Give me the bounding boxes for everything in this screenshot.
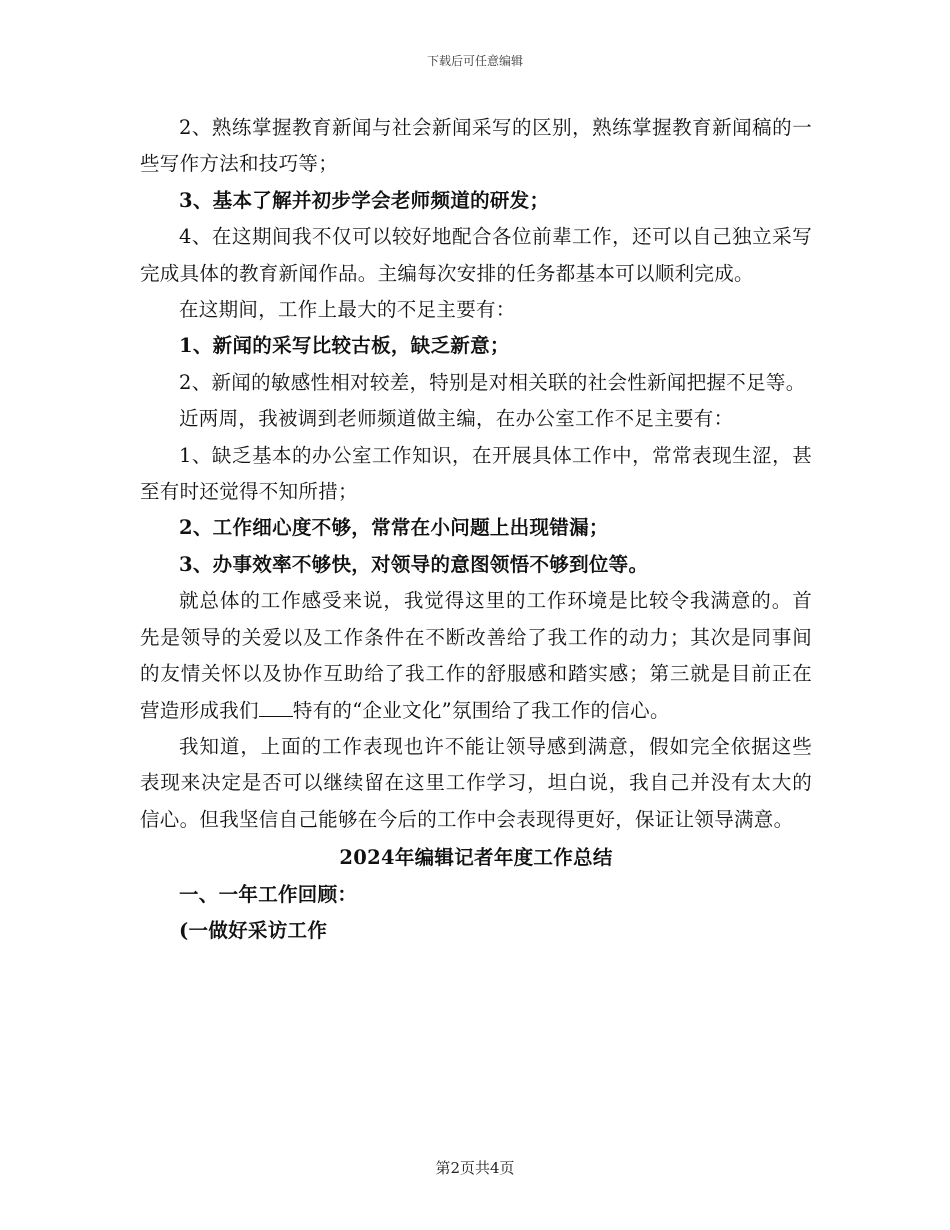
paragraph-shortcoming-1: 1、新闻的采写比较古板，缺乏新意； — [179, 334, 510, 358]
paragraph-item-4-cooperation: 4、在这期间我不仅可以较好地配合各位前辈工作，还可以自己独立采写完成具体的教育新闻作品。主编每次安排的任务都基本可以顺利完成。 — [140, 225, 812, 285]
paragraph-item-3-channel: 3、基本了解并初步学会老师频道的研发； — [179, 188, 550, 212]
paragraph-item-2-mastery: 2、熟练掌握教育新闻与社会新闻采写的区别，熟练掌握教育新闻稿的一些写作方法和技巧等； — [140, 116, 812, 176]
paragraph-office-intro: 近两周，我被调到老师频道做主编，在办公室工作不足主要有： — [179, 407, 734, 431]
subsection-heading: (一做好采访工作 — [179, 918, 328, 942]
paragraph-office-2: 2、工作细心度不够，常常在小问题上出现错漏； — [179, 516, 609, 540]
section-title: 2024年编辑记者年度工作总结 — [339, 846, 613, 870]
culture-text-before: 就总体的工作感受来说，我觉得这里的工作环境是比较令我满意的。首先是领导的关爱以及工作条件在不断改善给了我工作的动力；其次是同事间的友情关怀以及协作互助给了我工作的舒服感和踏实感；第三就是目前正在营造形成我们 — [140, 589, 812, 722]
paragraph-closing: 我知道，上面的工作表现也许不能让领导感到满意，假如完全依据这些表现来决定是否可以继续留在这里工作学习，坦白说，我自己并没有太大的信心。但我坚信自己能够在今后的工作中会表现得更好，保证让领导满意。 — [140, 734, 812, 831]
section-heading: 一、一年工作回顾： — [179, 882, 358, 906]
paragraph-shortcomings-intro: 在这期间，工作上最大的不足主要有： — [179, 298, 516, 322]
culture-text-after: 特有的“企业文化”氛围给了我工作的信心。 — [292, 698, 670, 722]
paragraph-shortcoming-2: 2、新闻的敏感性相对较差，特别是对相关联的社会性新闻把握不足等。 — [179, 370, 806, 394]
page-footer-number: 第2页共4页 — [435, 1159, 515, 1177]
blank-underline — [259, 698, 293, 717]
document-body — [140, 110, 812, 949]
paragraph-office-1: 1、缺乏基本的办公室工作知识，在开展具体工作中，常常表现生涩，甚至有时还觉得不知所措； — [140, 443, 812, 504]
paragraph-overall-feeling — [140, 583, 812, 729]
paragraph-office-3: 3、办事效率不够快，对领导的意图领悟不够到位等。 — [179, 552, 649, 576]
page-header-note: 下载后可任意编辑 — [426, 54, 523, 68]
